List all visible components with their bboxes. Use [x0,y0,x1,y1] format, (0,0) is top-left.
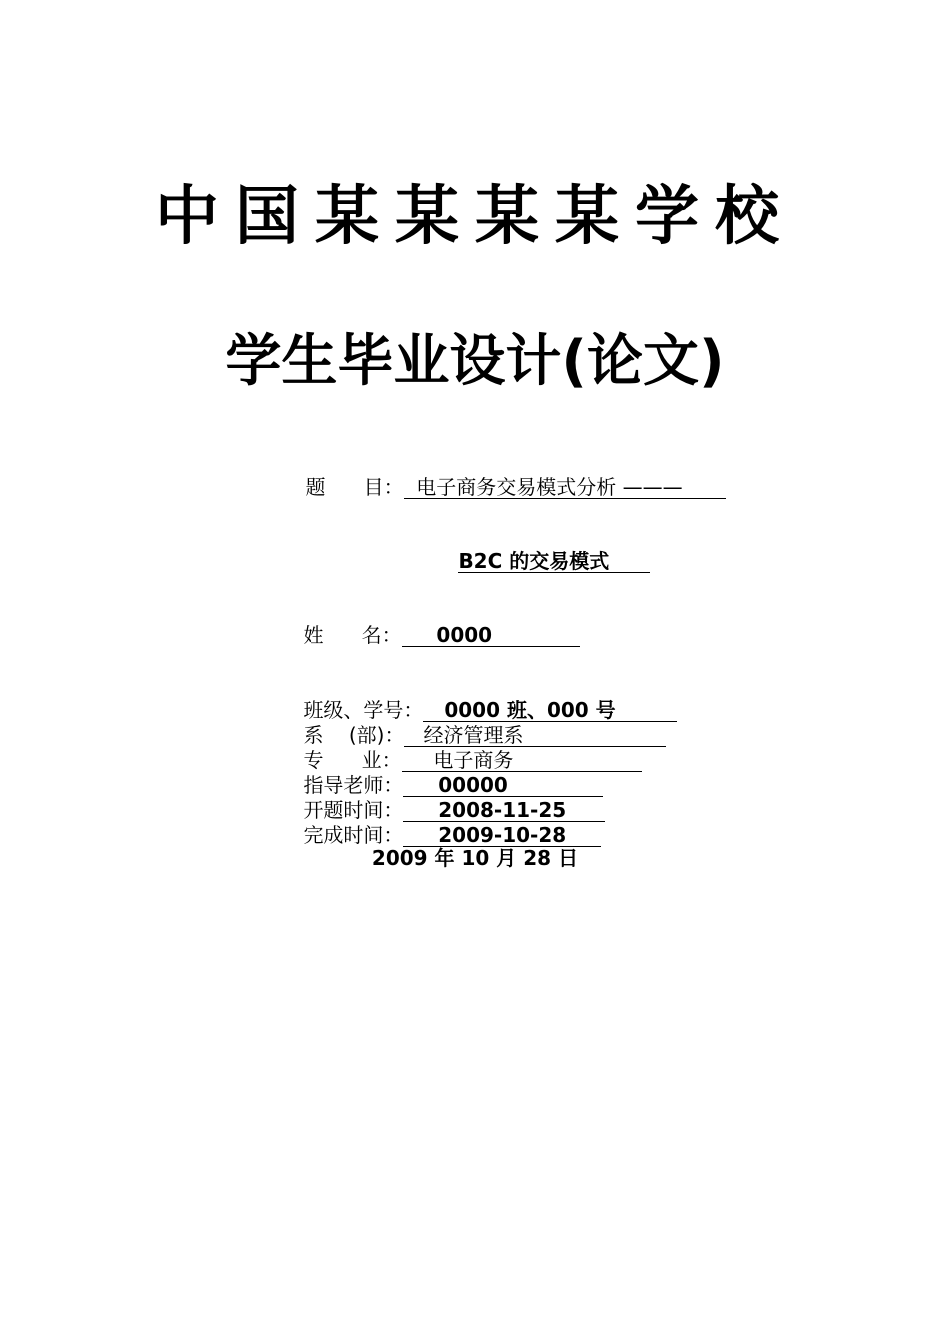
major-value: 电子商务 [402,749,642,772]
school-name: 中国某某某某学校 [155,179,795,254]
start-time-value: 2008-11-25 [403,799,605,822]
name-label: 姓 名： [303,623,402,647]
title-field [280,448,726,526]
title-value-line2: B2C 的交易模式 [458,550,650,573]
finish-time-label: 完成时间： [303,823,404,847]
title-value-line1: 电子商务交易模式分析 ——— [404,476,726,499]
advisor-label: 指导老师： [303,773,404,797]
department-label: 系 (部)： [303,723,405,747]
document-date: 2009 年 10 月 28 日 [371,846,579,870]
class-label: 班级、学号： [303,698,424,722]
advisor-value: 00000 [403,774,603,797]
title-field-line2 [433,522,650,600]
name-value: 0000 [402,624,580,647]
document-title: 学生毕业设计(论文) [225,329,725,394]
finish-time-value: 2009-10-28 [403,824,601,847]
start-time-label: 开题时间： [303,798,404,822]
title-label: 题 目： [305,475,404,499]
class-value: 0000 班、000 号 [423,699,677,722]
name-field [278,596,580,674]
department-value: 经济管理系 [404,724,666,747]
major-label: 专 业： [303,748,402,772]
